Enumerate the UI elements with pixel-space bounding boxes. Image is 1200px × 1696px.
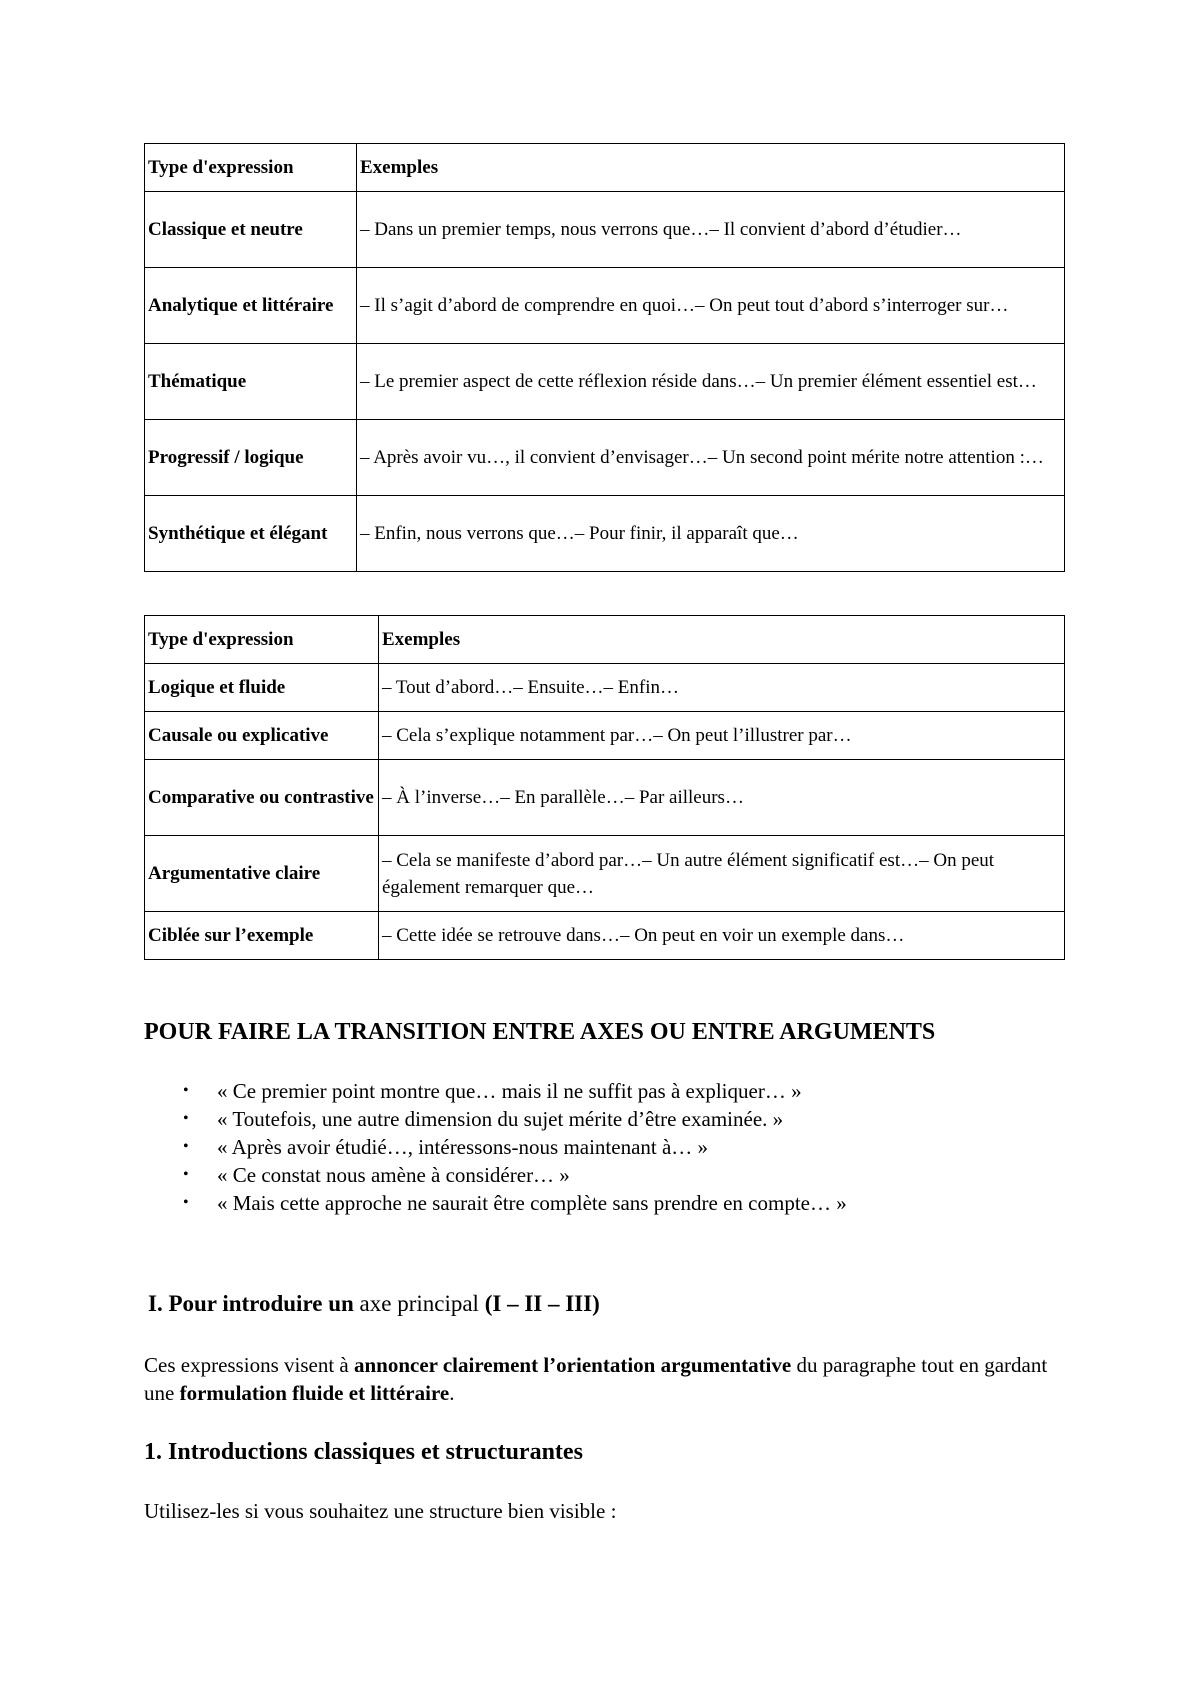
section-heading-part: (I – II – III) bbox=[484, 1291, 600, 1316]
table-header-type: Type d'expression bbox=[145, 616, 379, 664]
expression-type-cell: Thématique bbox=[145, 344, 357, 420]
transition-heading: POUR FAIRE LA TRANSITION ENTRE AXES OU ENTRE ARGUMENTS bbox=[144, 1019, 936, 1045]
table-row bbox=[145, 836, 1065, 912]
list-item bbox=[144, 1161, 1064, 1189]
list-item-text: « Toutefois, une autre dimension du sujet mérite d’être examinée. » bbox=[217, 1107, 784, 1131]
list-item-text: « Ce constat nous amène à considérer… » bbox=[217, 1163, 570, 1187]
examples-cell: – Il s’agit d’abord de comprendre en quoi…– On peut tout d’abord s’interroger sur… bbox=[357, 268, 1065, 344]
table-row bbox=[145, 496, 1065, 572]
examples-cell: – À l’inverse…– En parallèle…– Par ailleurs… bbox=[379, 760, 1065, 836]
expression-type-cell: Logique et fluide bbox=[145, 664, 379, 712]
transition-list bbox=[144, 1077, 1064, 1217]
bullet-icon: • bbox=[183, 1194, 189, 1211]
table-row bbox=[145, 420, 1065, 496]
usage-note: Utilisez-les si vous souhaitez une structure bien visible : bbox=[144, 1499, 617, 1523]
intro-text: . bbox=[449, 1381, 455, 1405]
intro-emphasis: formulation fluide et littéraire bbox=[179, 1381, 450, 1405]
table-row bbox=[145, 344, 1065, 420]
expression-type-cell: Classique et neutre bbox=[145, 192, 357, 268]
table-row bbox=[145, 268, 1065, 344]
list-item-text: « Ce premier point montre que… mais il ne suffit pas à expliquer… » bbox=[217, 1079, 802, 1103]
table-row bbox=[145, 664, 1065, 712]
expression-type-cell: Synthétique et élégant bbox=[145, 496, 357, 572]
subsection-heading: 1. Introductions classiques et structurantes bbox=[144, 1439, 583, 1465]
list-item bbox=[144, 1189, 1064, 1217]
list-item-text: « Après avoir étudié…, intéressons-nous maintenant à… » bbox=[217, 1135, 709, 1159]
expression-type-cell: Causale ou explicative bbox=[145, 712, 379, 760]
section-heading bbox=[148, 1289, 600, 1319]
table-row bbox=[145, 912, 1065, 960]
expression-type-cell: Analytique et littéraire bbox=[145, 268, 357, 344]
table-header-examples: Exemples bbox=[357, 144, 1065, 192]
section-heading-part: I. Pour introduire un bbox=[148, 1291, 354, 1316]
examples-cell: – Cette idée se retrouve dans…– On peut en voir un exemple dans… bbox=[379, 912, 1065, 960]
expression-type-cell: Comparative ou contrastive bbox=[145, 760, 379, 836]
intro-emphasis: annoncer clairement l’orientation argumentative bbox=[353, 1353, 792, 1377]
expression-type-cell: Ciblée sur l’exemple bbox=[145, 912, 379, 960]
expression-table-1 bbox=[144, 143, 1065, 572]
examples-cell: – Cela se manifeste d’abord par…– Un autre élément significatif est…– On peut également remarquer que… bbox=[379, 836, 1065, 912]
bullet-icon: • bbox=[183, 1138, 189, 1155]
intro-text: du paragraphe tout en gardant une bbox=[144, 1353, 1048, 1405]
examples-cell: – Enfin, nous verrons que…– Pour finir, il apparaît que… bbox=[357, 496, 1065, 572]
bullet-icon: • bbox=[183, 1082, 189, 1099]
bullet-icon: • bbox=[183, 1110, 189, 1127]
examples-cell: – Cela s’explique notamment par…– On peut l’illustrer par… bbox=[379, 712, 1065, 760]
examples-cell: – Dans un premier temps, nous verrons que…– Il convient d’abord d’étudier… bbox=[357, 192, 1065, 268]
expression-type-cell: Argumentative claire bbox=[145, 836, 379, 912]
examples-cell: – Tout d’abord…– Ensuite…– Enfin… bbox=[379, 664, 1065, 712]
intro-text: Ces expressions visent à bbox=[144, 1353, 354, 1377]
table-header-row bbox=[145, 616, 1065, 664]
expression-type-cell: Progressif / logique bbox=[145, 420, 357, 496]
expression-table-2 bbox=[144, 615, 1065, 960]
table-header-row bbox=[145, 144, 1065, 192]
table-row bbox=[145, 712, 1065, 760]
table-header-examples: Exemples bbox=[379, 616, 1065, 664]
list-item bbox=[144, 1077, 1064, 1105]
bullet-icon: • bbox=[183, 1166, 189, 1183]
examples-cell: – Après avoir vu…, il convient d’envisager…– Un second point mérite notre attention :… bbox=[357, 420, 1065, 496]
list-item-text: « Mais cette approche ne saurait être complète sans prendre en compte… » bbox=[217, 1191, 847, 1215]
list-item bbox=[144, 1133, 1064, 1161]
intro-paragraph bbox=[144, 1351, 1064, 1407]
table-row bbox=[145, 192, 1065, 268]
table-row bbox=[145, 760, 1065, 836]
list-item bbox=[144, 1105, 1064, 1133]
section-heading-part: axe principal bbox=[353, 1291, 485, 1316]
table-header-type: Type d'expression bbox=[145, 144, 357, 192]
examples-cell: – Le premier aspect de cette réflexion réside dans…– Un premier élément essentiel est… bbox=[357, 344, 1065, 420]
